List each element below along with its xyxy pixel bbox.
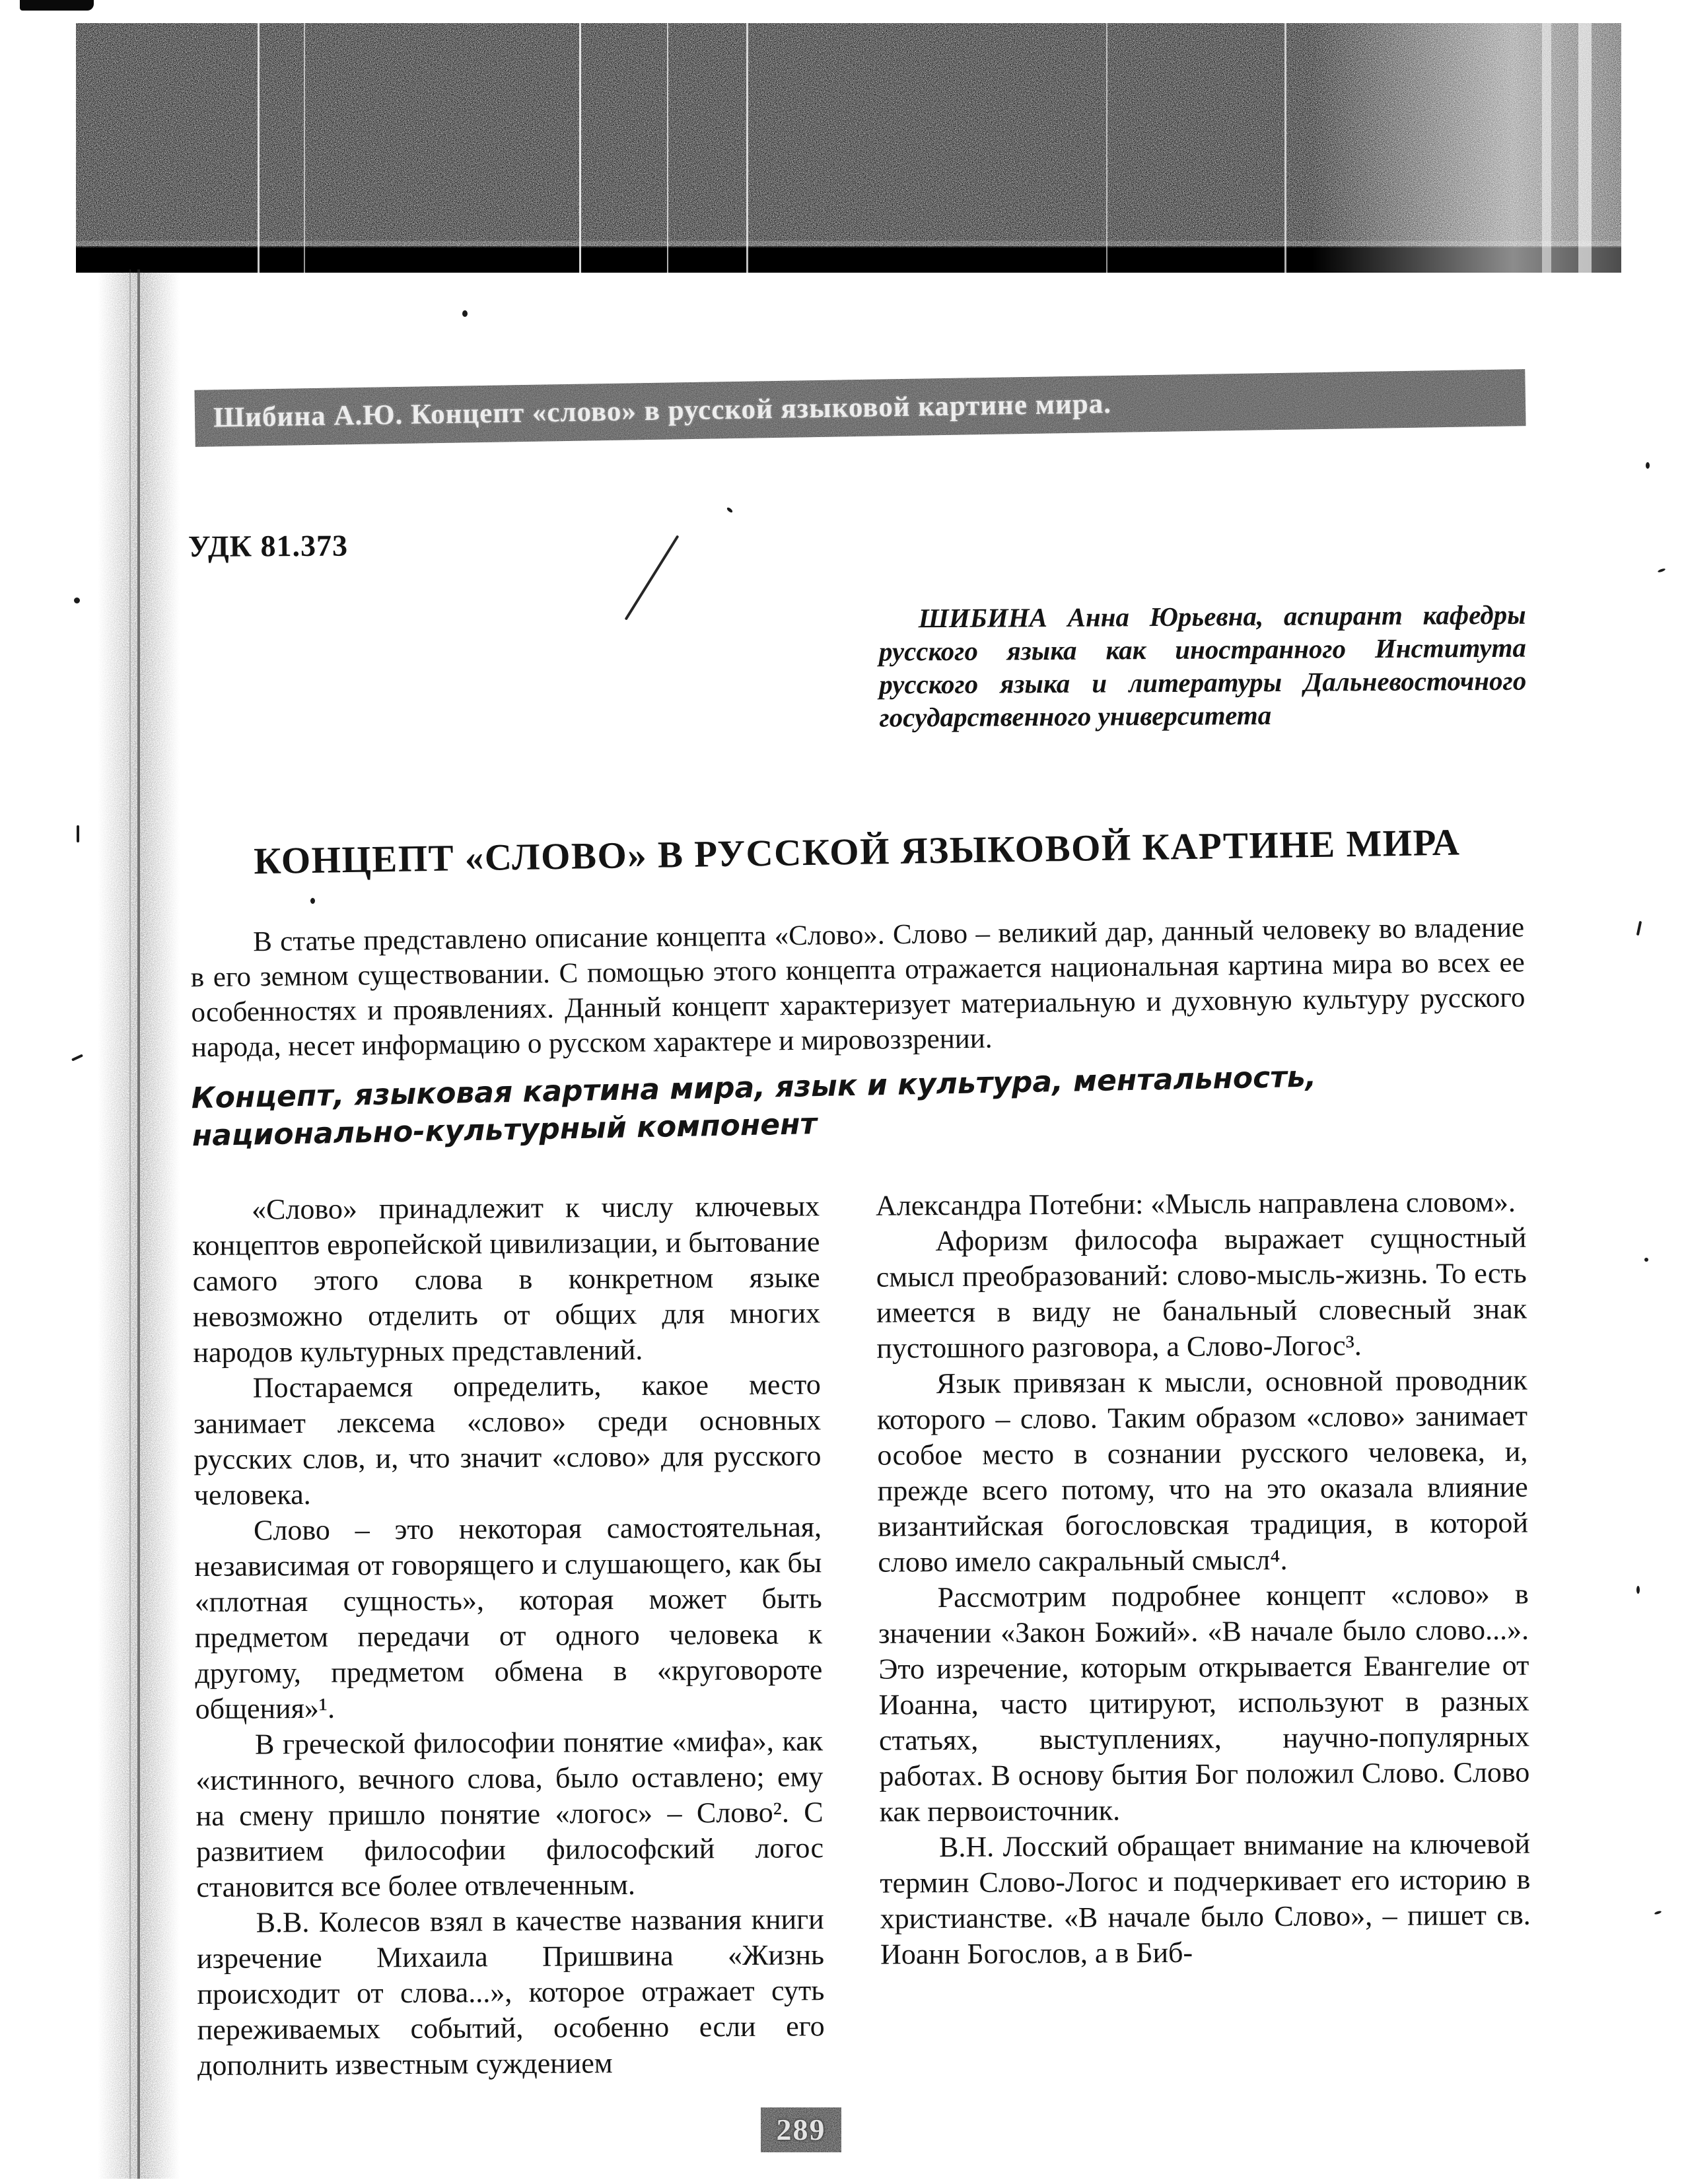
author-affiliation: аспирант кафедры русского языка как иностранного Института русского языка и литературы Дальневосточного государственного университета bbox=[878, 599, 1527, 733]
article-title: КОНЦЕПТ «СЛОВО» В РУССКОЙ ЯЗЫКОВОЙ КАРТИНЕ МИРА bbox=[253, 821, 1461, 883]
body-paragraph: В.Н. Лосский обращает внимание на ключевой термин Слово-Логос и подчеркивает его историю в христианстве. «В начале было Слово», – пишет св. Иоанн Богослов, а в Биб- bbox=[880, 1827, 1531, 1971]
author-name: ШИБИНА Анна Юрьевна, bbox=[918, 601, 1264, 634]
body-paragraph: В.В. Колесов взял в качестве названия книги изречение Михаила Пришвина «Жизнь происходит от слова...», которое отражает суть переживаемых событий, особенно если его дополнить известным суждением bbox=[196, 1903, 825, 2082]
column-right bbox=[876, 1184, 1531, 2080]
udc-code: УДК 81.373 bbox=[188, 528, 349, 564]
body-paragraph: «Слово» принадлежит к числу ключевых концептов европейской цивилизации, и бытование самого этого слова в конкретном языке невозможно отделить от общих для многих народов культурных представлений. bbox=[192, 1190, 821, 1369]
body-paragraph: Рассмотрим подробнее концепт «слово» в значении «Закон Божий». «В начале было слово...». Это изречение, которым открывается Евангелие от Иоанна, часто цитируют, используют в разных статьях, выступлениях, научно-популярных работах. В основу бытия Бог положил Слово. Слово как первоисточник. bbox=[878, 1577, 1530, 1828]
page-number-badge bbox=[761, 2107, 841, 2152]
body-columns bbox=[192, 1184, 1531, 2084]
scan-speck bbox=[74, 597, 80, 603]
column-left bbox=[192, 1188, 825, 2084]
scan-speck bbox=[310, 898, 315, 904]
body-paragraph: Александра Потебни: «Мысль направлена словом». bbox=[875, 1185, 1516, 1222]
scan-speck bbox=[77, 825, 79, 842]
scan-speck bbox=[462, 310, 468, 317]
scan-speck bbox=[1644, 1258, 1648, 1262]
body-paragraph: Постараемся определить, какое место занимает лексема «слово» среди основных русских слов, и, что значит «слово» для русского человека. bbox=[193, 1368, 822, 1512]
body-paragraph: Язык привязан к мысли, основной проводник которого – слово. Таким образом «слово» занимает особое место в сознании русского человека, и, прежде всего потому, что на это оказала влияние византийская богословская традиция, в которой слово имело сакральный смысл⁴. bbox=[876, 1363, 1529, 1579]
abstract-text: В статье представлено описание концепта «Слово». Слово – великий дар, данный человеку во владение в его земном существовании. С помощью этого концепта отражается национальная картина мира во всех ее особенностях и проявлениях. Данный концепт характеризует материальную и духовную культуру русского народа, несет информацию о русском характере и мировоззрении. bbox=[190, 912, 1526, 1064]
body-paragraph: Слово – это некоторая самостоятельная, независимая от говорящего и слушающего, как бы «плотная сущность», которая может быть предметом передачи от одного человека к другому, предметом обмена в «круговороте общения»¹. bbox=[194, 1511, 823, 1725]
author-block bbox=[878, 598, 1526, 734]
running-header-text: Шибина А.Ю. Концепт «слово» в русской языковой картине мира. bbox=[213, 388, 1112, 434]
scan-speck bbox=[1646, 462, 1650, 469]
page-number: 289 bbox=[776, 2113, 826, 2146]
keywords-line: Концепт, языковая картина мира, язык и культура, ментальность, национально-культурный компонент bbox=[191, 1060, 1317, 1153]
scan-speck bbox=[1636, 1586, 1640, 1594]
body-paragraph: Афоризм философа выражает сущностный смысл преобразований: слово-мысль-жизнь. То есть имеется в виду не банальный словесный знак пустошного разговора, а Слово-Логос³. bbox=[876, 1221, 1527, 1365]
body-paragraph: В греческой философии понятие «мифа», как «истинного, вечного слова, было оставлено; ему на смену пришло понятие «логос» – Слово². С развитием философии философский логос становится все более отвлеченным. bbox=[195, 1724, 824, 1903]
